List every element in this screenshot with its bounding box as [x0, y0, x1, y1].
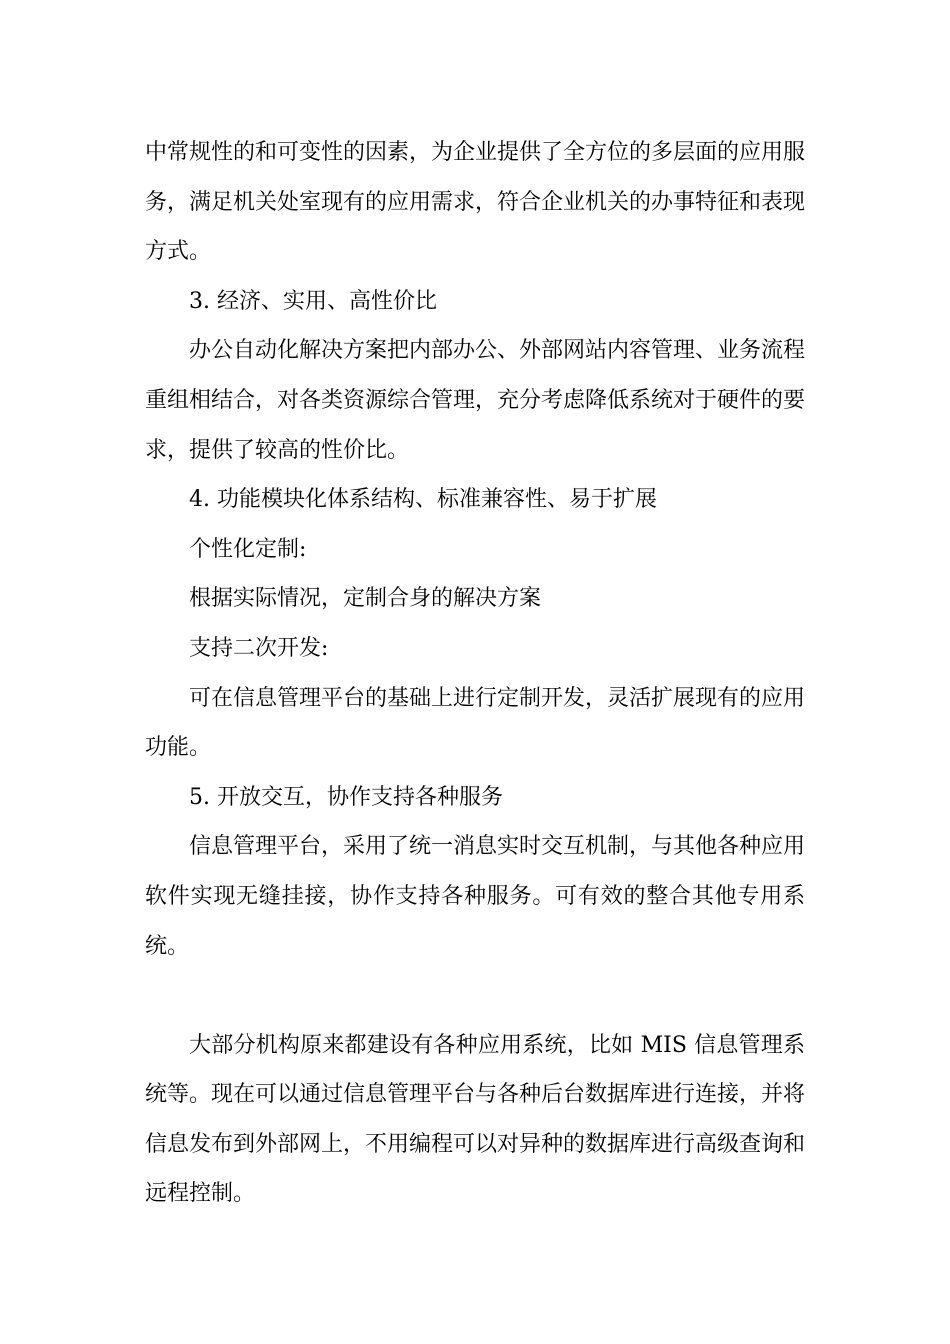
- heading-point-5: 5. 开放交互，协作支持各种服务: [189, 784, 503, 810]
- subheading-secondary-development: 支持二次开发:: [189, 635, 329, 661]
- paragraph-point-5: 信息管理平台，采用了统一消息实时交互机制，与其他各种应用软件实现无缝挂接，协作支持各种服务。可有效的整合其他专用系统。: [145, 834, 806, 959]
- heading-point-4: 4. 功能模块化体系结构、标准兼容性、易于扩展: [189, 487, 657, 513]
- paragraph-continuation: 中常规性的和可变性的因素，为企业提供了全方位的多层面的应用服务，满足机关处室现有的应用需求，符合企业机关的办事特征和表现方式。: [145, 140, 806, 265]
- paragraph-customization: 根据实际情况，定制合身的解决方案: [189, 586, 542, 612]
- document-body: [145, 128, 805, 1219]
- blank-line: [145, 971, 805, 1021]
- paragraph-mis-integration: 大部分机构原来都建设有各种应用系统，比如 MIS 信息管理系统等。现在可以通过信息管理平台与各种后台数据库进行连接，并将信息发布到外部网上，不用编程可以对异种的数据库进行高级查询和远程控制。: [145, 1032, 806, 1207]
- paragraph-secondary-development: 可在信息管理平台的基础上进行定制开发，灵活扩展现有的应用功能。: [145, 685, 806, 761]
- subheading-customization: 个性化定制:: [189, 536, 307, 562]
- heading-point-3: 3. 经济、实用、高性价比: [189, 288, 437, 314]
- paragraph-point-3: 办公自动化解决方案把内部办公、外部网站内容管理、业务流程重组相结合，对各类资源综合管理，充分考虑降低系统对于硬件的要求，提供了较高的性价比。: [145, 338, 806, 463]
